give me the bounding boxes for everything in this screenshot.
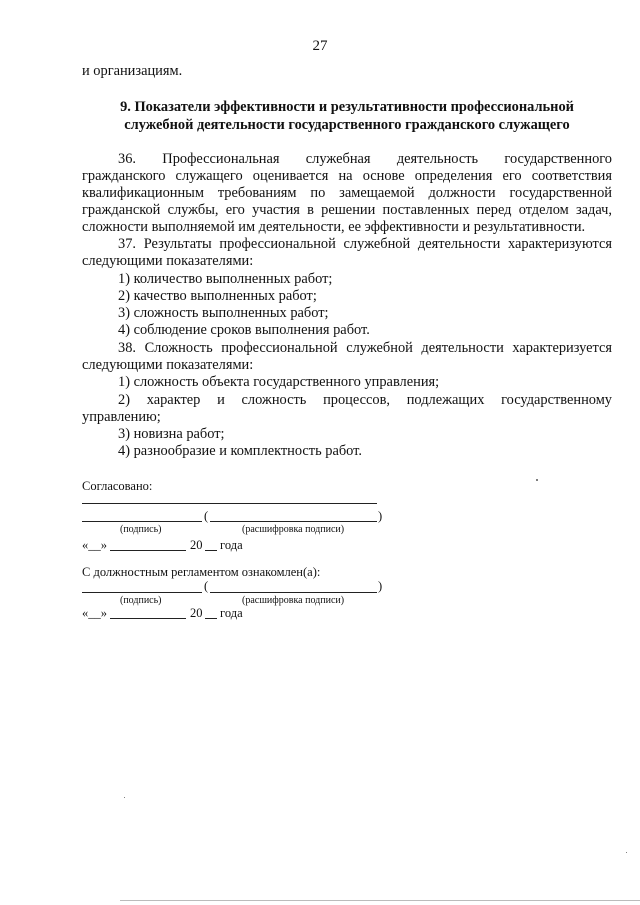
paragraph-38-item-3: 3) новизна работ; — [118, 426, 225, 442]
scan-bottom-edge — [120, 900, 640, 901]
approval-signature-line — [82, 521, 202, 522]
scan-speck — [124, 797, 125, 798]
approval-year-suffix: года — [220, 538, 243, 552]
acknowledgement-label: С должностным регламентом ознакомлен(а): — [82, 565, 321, 579]
paragraph-37-item-3: 3) сложность выполненных работ; — [118, 305, 329, 321]
acknowledgement-caption-signature: (подпись) — [120, 595, 162, 606]
acknowledgement-signature-line — [82, 592, 202, 593]
scan-speck — [626, 852, 627, 853]
paragraph-36-line-3: квалификационным требованиям по замещаемой должности государственной — [82, 185, 612, 201]
acknowledgement-year-line — [205, 618, 217, 619]
scan-speck — [536, 479, 538, 481]
acknowledgement-year-prefix: 20 — [190, 606, 203, 620]
approval-caption-signature: (подпись) — [120, 524, 162, 535]
acknowledgement-decoding-line — [210, 592, 377, 593]
acknowledgement-year-suffix: года — [220, 606, 243, 620]
paragraph-38-line-2: следующими показателями: — [82, 357, 254, 373]
approval-open-paren: ( — [204, 509, 209, 523]
paragraph-36-line-5: сложности выполняемой им деятельности, ее эффективности и результативности. — [82, 219, 586, 235]
approval-date-line — [110, 550, 186, 551]
approval-year-line — [205, 550, 217, 551]
paragraph-36-line-1: 36. Профессиональная служебная деятельность государственного — [118, 151, 612, 167]
approval-top-line — [82, 503, 377, 504]
paragraph-38-item-1: 1) сложность объекта государственного управления; — [118, 374, 440, 390]
approval-date-quote: «__» — [82, 538, 107, 552]
paragraph-37-line-2: следующими показателями: — [82, 253, 254, 269]
intro-line: и организациям. — [82, 63, 183, 79]
approval-decoding-line — [210, 521, 377, 522]
approval-close-paren: ) — [378, 509, 383, 523]
approval-caption-decoding: (расшифровка подписи) — [242, 524, 345, 535]
section-heading-line-2: служебной деятельности государственного гражданского служащего — [124, 117, 570, 133]
paragraph-38-item-2-line-1: 2) характер и сложность процессов, подлежащих государственному — [118, 392, 612, 408]
paragraph-37-item-1: 1) количество выполненных работ; — [118, 271, 333, 287]
section-heading-line-1: 9. Показатели эффективности и результативности профессиональной — [120, 99, 574, 115]
paragraph-38-item-4: 4) разнообразие и комплектность работ. — [118, 443, 362, 459]
paragraph-37-item-2: 2) качество выполненных работ; — [118, 288, 317, 304]
approval-year-prefix: 20 — [190, 538, 203, 552]
paragraph-38-line-1: 38. Сложность профессиональной служебной деятельности характеризуется — [118, 340, 612, 356]
paragraph-37-line-1: 37. Результаты профессиональной служебной деятельности характеризуются — [118, 236, 612, 252]
approval-label: Согласовано: — [82, 479, 153, 493]
paragraph-38-item-2-line-2: управлению; — [82, 409, 161, 425]
acknowledgement-date-line — [110, 618, 186, 619]
paragraph-36-line-4: гражданской службы, его участия в решении поставленных перед отделом задач, — [82, 202, 612, 218]
acknowledgement-caption-decoding: (расшифровка подписи) — [242, 595, 345, 606]
acknowledgement-open-paren: ( — [204, 579, 209, 593]
paragraph-36-line-2: гражданского служащего оценивается на основе определения его соответствия — [82, 168, 612, 184]
page-number: 27 — [312, 38, 328, 54]
acknowledgement-date-quote: «__» — [82, 606, 107, 620]
acknowledgement-close-paren: ) — [378, 579, 383, 593]
paragraph-37-item-4: 4) соблюдение сроков выполнения работ. — [118, 322, 370, 338]
